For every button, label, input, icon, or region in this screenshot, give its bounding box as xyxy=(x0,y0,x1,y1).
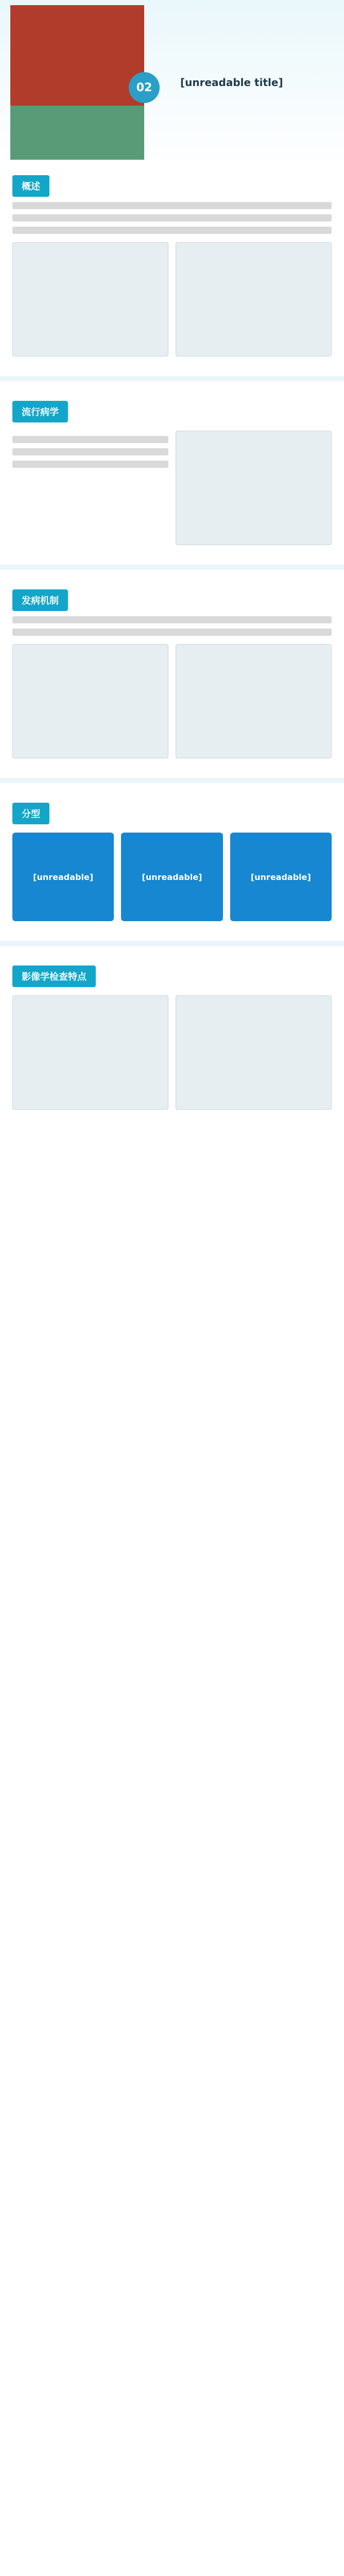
section-badge: 02 xyxy=(129,72,160,103)
section-classification xyxy=(0,792,344,931)
divider xyxy=(0,941,344,946)
figure-left xyxy=(12,995,168,1110)
section-heading: 流行病学 xyxy=(12,401,68,422)
hero-banner xyxy=(0,0,344,165)
tile-3: [unreadable] xyxy=(230,833,332,921)
table-image xyxy=(12,995,168,1110)
figure-image xyxy=(12,644,168,758)
text-col xyxy=(12,431,168,545)
text-placeholder xyxy=(12,214,332,222)
pie-chart-image xyxy=(176,431,332,545)
page-title: [unreadable title] xyxy=(180,76,283,89)
chart-col xyxy=(176,431,332,545)
figure-right xyxy=(176,242,332,357)
figure-image xyxy=(176,644,332,758)
figure-right xyxy=(176,644,332,758)
text-placeholder xyxy=(12,448,168,455)
section-heading: 发病机制 xyxy=(12,589,68,611)
hero-image xyxy=(10,5,144,160)
text-placeholder xyxy=(12,629,332,636)
figure-row xyxy=(12,995,332,1110)
figure-left xyxy=(12,644,168,758)
text-placeholder xyxy=(12,616,332,623)
section-mechanism xyxy=(0,579,344,769)
figure-right xyxy=(176,995,332,1110)
section-heading: 分型 xyxy=(12,803,49,824)
text-placeholder xyxy=(12,202,332,209)
divider xyxy=(0,376,344,381)
figure-row xyxy=(12,644,332,758)
section-imaging xyxy=(0,955,344,1120)
divider xyxy=(0,778,344,783)
classification-tiles xyxy=(12,833,332,921)
scan-image xyxy=(176,995,332,1110)
divider xyxy=(0,565,344,570)
text-placeholder xyxy=(12,436,168,443)
figure-image xyxy=(12,242,168,357)
section-epidemiology xyxy=(0,391,344,555)
section-heading: 概述 xyxy=(12,175,49,197)
section-heading: 影像学检查特点 xyxy=(12,965,96,987)
text-placeholder xyxy=(12,461,168,468)
text-placeholder xyxy=(12,227,332,234)
tile-1: [unreadable] xyxy=(12,833,114,921)
figure-image xyxy=(176,242,332,357)
article-page xyxy=(0,0,344,1120)
section-overview xyxy=(0,165,344,367)
figure-row xyxy=(12,431,332,545)
tile-2: [unreadable] xyxy=(121,833,222,921)
figure-row xyxy=(12,242,332,357)
figure-left xyxy=(12,242,168,357)
